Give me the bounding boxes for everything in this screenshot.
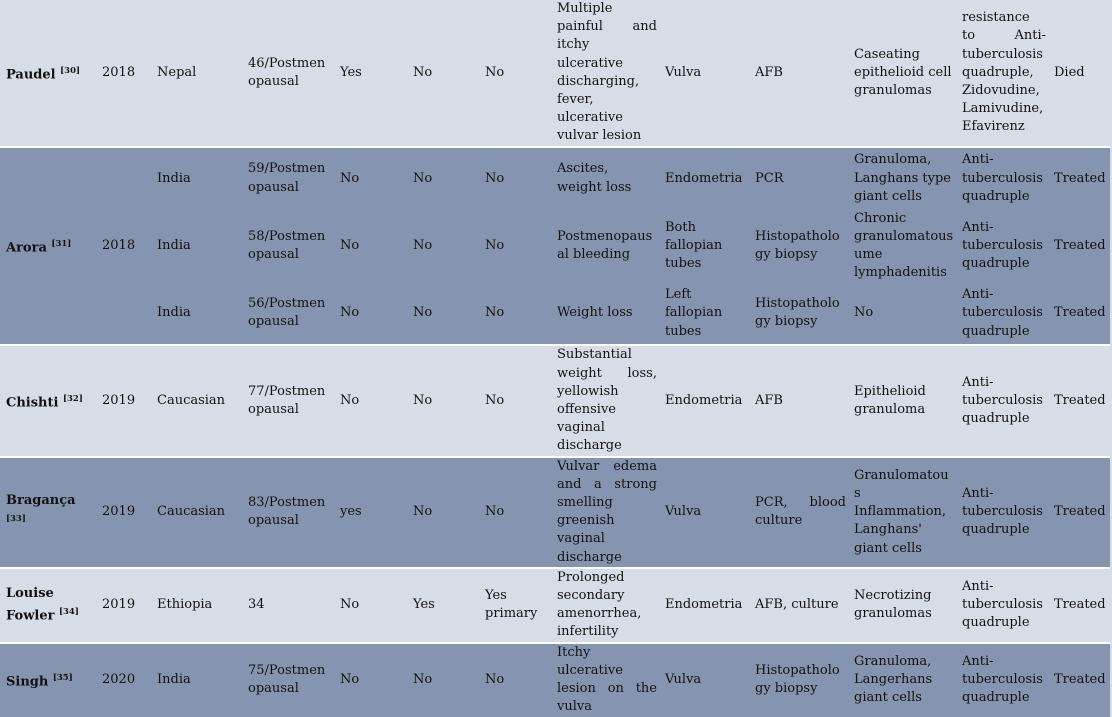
age-cell: 77/Postmen opausal bbox=[242, 345, 334, 456]
hiv-cell: No bbox=[334, 345, 407, 456]
infertility-cell: No bbox=[479, 210, 551, 283]
diagnosis-cell: AFB bbox=[749, 0, 848, 147]
hiv-cell: yes bbox=[334, 457, 407, 568]
diagnosis-cell: AFB, culture bbox=[749, 568, 848, 643]
infertility-cell: No bbox=[479, 147, 551, 210]
table-row bbox=[0, 210, 1110, 283]
histology-cell: Granuloma, Langhans type giant cells bbox=[848, 147, 956, 210]
site-cell: Endometria bbox=[659, 568, 749, 643]
country-cell: India bbox=[151, 210, 242, 283]
infertility-cell: Yes primary bbox=[479, 568, 551, 643]
outcome-cell: Treated bbox=[1048, 282, 1110, 345]
symptoms-cell: Prolonged secondary amenorrhea, infertility bbox=[551, 568, 659, 643]
author-cell: Singh [35] bbox=[0, 643, 96, 717]
hiv-cell: No bbox=[334, 282, 407, 345]
age-cell: 83/Postmen opausal bbox=[242, 457, 334, 568]
age-cell: 59/Postmen opausal bbox=[242, 147, 334, 210]
hiv-cell: No bbox=[334, 210, 407, 283]
year-cell: 2018 bbox=[96, 147, 151, 346]
country-cell: India bbox=[151, 147, 242, 210]
country-cell: India bbox=[151, 643, 242, 717]
diagnosis-cell: AFB bbox=[749, 345, 848, 456]
site-cell: Both fallopian tubes bbox=[659, 210, 749, 283]
treatment-cell: Anti-tuberculosis quadruple bbox=[956, 457, 1048, 568]
outcome-cell: Treated bbox=[1048, 643, 1110, 717]
author-cell: Paudel [30] bbox=[0, 0, 96, 147]
symptoms-cell: Multiple painful and itchy ulcerative discharging, fever, ulcerative vulvar lesion bbox=[551, 0, 659, 147]
table-row bbox=[0, 457, 1110, 568]
diagnosis-cell: Histopatholo gy biopsy bbox=[749, 643, 848, 717]
histology-cell: Chronic granulomatous ume lymphadenitis bbox=[848, 210, 956, 283]
author-cell: Arora [31] bbox=[0, 147, 96, 346]
year-cell: 2019 bbox=[96, 457, 151, 568]
hiv-cell: No bbox=[334, 568, 407, 643]
histology-cell: Granulomatous Inflammation, Langhans' giant cells bbox=[848, 457, 956, 568]
history-cell: No bbox=[407, 457, 479, 568]
infertility-cell: No bbox=[479, 457, 551, 568]
age-cell: 56/Postmen opausal bbox=[242, 282, 334, 345]
histology-cell: Necrotizing granulomas bbox=[848, 568, 956, 643]
symptoms-cell: Postmenopaus al bleeding bbox=[551, 210, 659, 283]
author-cell: Bragança [33] bbox=[0, 457, 96, 568]
history-cell: No bbox=[407, 345, 479, 456]
country-cell: Caucasian bbox=[151, 345, 242, 456]
diagnosis-cell: PCR, blood culture bbox=[749, 457, 848, 568]
histology-cell: Granuloma, Langerhans giant cells bbox=[848, 643, 956, 717]
table-row bbox=[0, 282, 1110, 345]
table-row bbox=[0, 0, 1110, 147]
symptoms-cell: Ascites, weight loss bbox=[551, 147, 659, 210]
history-cell: No bbox=[407, 210, 479, 283]
history-cell: Yes bbox=[407, 568, 479, 643]
age-cell: 58/Postmen opausal bbox=[242, 210, 334, 283]
history-cell: No bbox=[407, 147, 479, 210]
treatment-cell: Anti-tuberculosis quadruple bbox=[956, 643, 1048, 717]
table-row bbox=[0, 643, 1110, 717]
hiv-cell: No bbox=[334, 643, 407, 717]
histology-cell: Epithelioid granuloma bbox=[848, 345, 956, 456]
symptoms-cell: Vulvar edema and a strong smelling greenish vaginal discharge bbox=[551, 457, 659, 568]
symptoms-cell: Itchy ulcerative lesion on the vulva bbox=[551, 643, 659, 717]
site-cell: Left fallopian tubes bbox=[659, 282, 749, 345]
infertility-cell: No bbox=[479, 345, 551, 456]
age-cell: 75/Postmen opausal bbox=[242, 643, 334, 717]
diagnosis-cell: Histopatholo gy biopsy bbox=[749, 210, 848, 283]
year-cell: 2019 bbox=[96, 568, 151, 643]
site-cell: Vulva bbox=[659, 457, 749, 568]
histology-cell: No bbox=[848, 282, 956, 345]
site-cell: Endometria bbox=[659, 147, 749, 210]
country-cell: India bbox=[151, 282, 242, 345]
outcome-cell: Treated bbox=[1048, 345, 1110, 456]
outcome-cell: Treated bbox=[1048, 568, 1110, 643]
infertility-cell: No bbox=[479, 0, 551, 147]
history-cell: No bbox=[407, 0, 479, 147]
symptoms-cell: Substantial weight loss, yellowish offensive vaginal discharge bbox=[551, 345, 659, 456]
year-cell: 2018 bbox=[96, 0, 151, 147]
treatment-cell: Anti-tuberculosis quadruple bbox=[956, 282, 1048, 345]
author-cell: Louise Fowler [34] bbox=[0, 568, 96, 643]
site-cell: Vulva bbox=[659, 0, 749, 147]
country-cell: Ethiopia bbox=[151, 568, 242, 643]
outcome-cell: Treated bbox=[1048, 147, 1110, 210]
outcome-cell: Treated bbox=[1048, 457, 1110, 568]
age-cell: 46/Postmen opausal bbox=[242, 0, 334, 147]
treatment-cell: Anti-tuberculosis quadruple bbox=[956, 147, 1048, 210]
history-cell: No bbox=[407, 282, 479, 345]
treatment-cell: Anti-tuberculosis quadruple bbox=[956, 568, 1048, 643]
symptoms-cell: Weight loss bbox=[551, 282, 659, 345]
author-cell: Chishti [32] bbox=[0, 345, 96, 456]
treatment-cell: Anti-tuberculosis quadruple bbox=[956, 210, 1048, 283]
table-row bbox=[0, 568, 1110, 643]
site-cell: Endometria bbox=[659, 345, 749, 456]
outcome-cell: Died bbox=[1048, 0, 1110, 147]
hiv-cell: Yes bbox=[334, 0, 407, 147]
history-cell: No bbox=[407, 643, 479, 717]
outcome-cell: Treated bbox=[1048, 210, 1110, 283]
infertility-cell: No bbox=[479, 643, 551, 717]
age-cell: 34 bbox=[242, 568, 334, 643]
table-row bbox=[0, 345, 1110, 456]
treatment-cell: resistance to Anti-tuberculosis quadruple, Zidovudine, Lamivudine, Efavirenz bbox=[956, 0, 1048, 147]
diagnosis-cell: PCR bbox=[749, 147, 848, 210]
infertility-cell: No bbox=[479, 282, 551, 345]
histology-cell: Caseating epithelioid cell granulomas bbox=[848, 0, 956, 147]
diagnosis-cell: Histopatholo gy biopsy bbox=[749, 282, 848, 345]
year-cell: 2020 bbox=[96, 643, 151, 717]
country-cell: Caucasian bbox=[151, 457, 242, 568]
site-cell: Vulva bbox=[659, 643, 749, 717]
hiv-cell: No bbox=[334, 147, 407, 210]
country-cell: Nepal bbox=[151, 0, 242, 147]
table-row bbox=[0, 147, 1110, 210]
treatment-cell: Anti-tuberculosis quadruple bbox=[956, 345, 1048, 456]
year-cell: 2019 bbox=[96, 345, 151, 456]
